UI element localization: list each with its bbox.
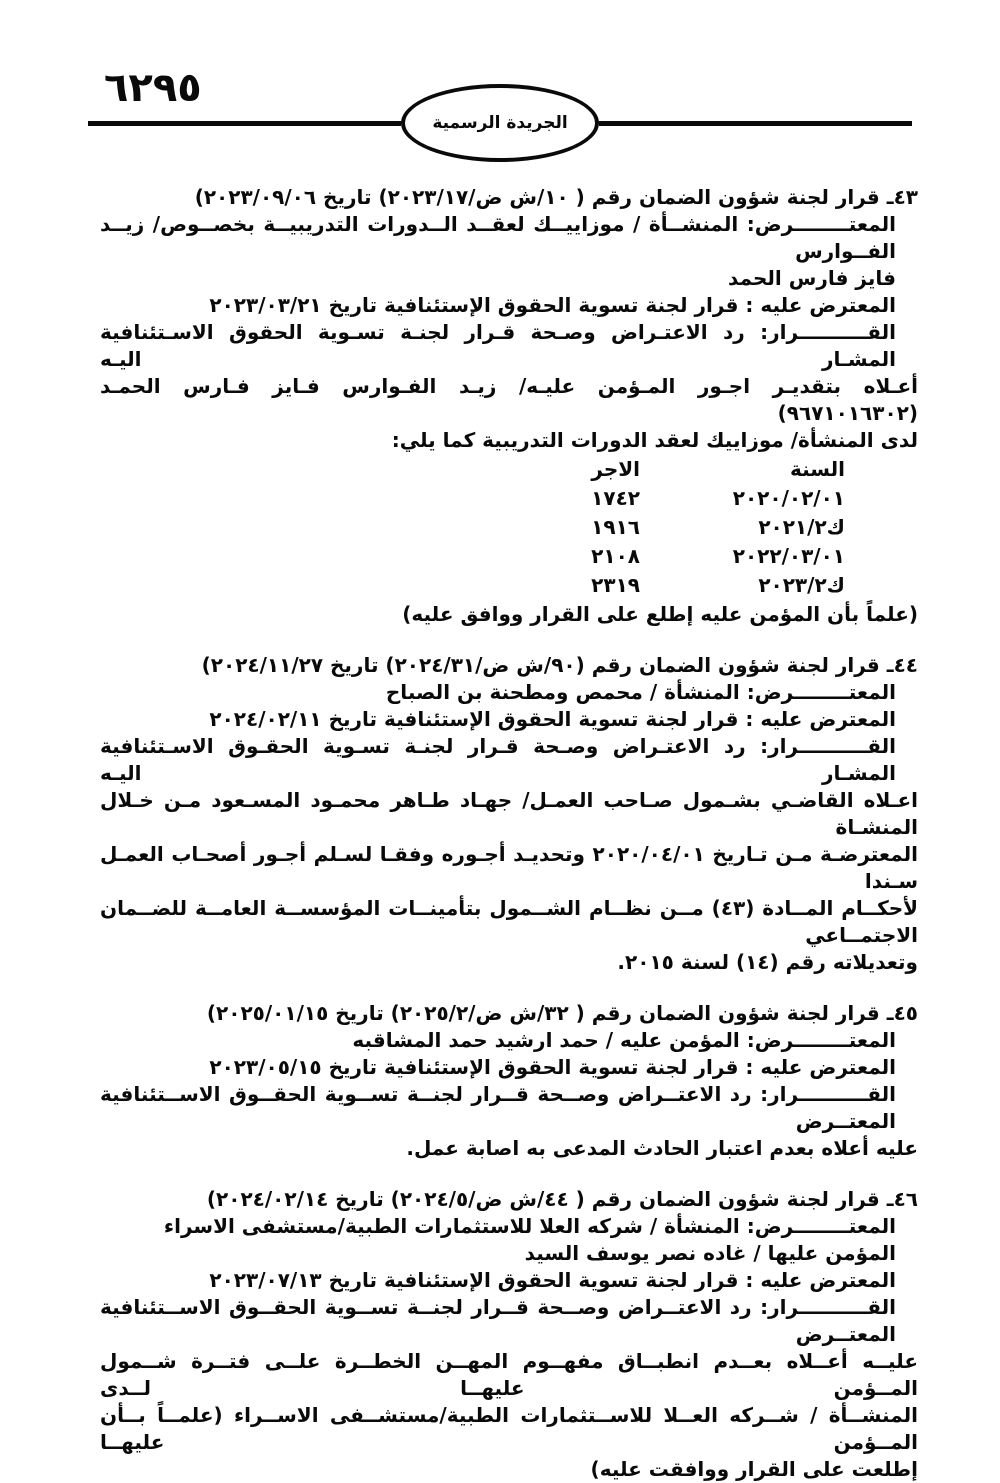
wage-table-header-row <box>100 455 845 484</box>
objector-line: المعتــــــــرض: المؤمن عليه / حمد ارشيد حمد المشاقبه <box>352 1028 896 1052</box>
decision-title-line: ٤٤ـ قرار لجنة شؤون الضمان رقم (٩٠/ش ض/٢٠٢٤/٣١) تاريخ ٢٠٢٤/١١/٢٧) <box>201 653 918 677</box>
ruling-line: القــــــــــرار: رد الاعتـراض وصـحة قـرار لجنـة تسـوية الحقوق الاسـتئنافية المشـار اليـه <box>100 320 896 371</box>
page-number: ٦٢٩٥ <box>104 65 202 111</box>
header-rule <box>88 100 912 146</box>
objector-line: المعتــــــــرض: المنشأة / شركه العلا للاستثمارات الطبية/مستشفى الاسراء <box>163 1214 896 1238</box>
objector-line: المعتــــــــرض: المنشــأة / موزاييــك لعقــد الــدورات التدريبيــة بخصــوص/ زيــد الفــوارس <box>100 212 896 263</box>
decision-title-line: ٤٣ـ قرار لجنة شؤون الضمان رقم ( ١٠/ش ض/٢٠٢٣/١٧) تاريخ ٢٠٢٣/٠٩/٠٦) <box>194 185 918 209</box>
gazette-badge <box>401 84 599 162</box>
ruling-line-cont: عليــه أعــلاه بعــدم انطبــاق مفهــوم المهــن الخطــرة علــى فتــرة شــمول المــؤمن عليهــا لــدى <box>100 1349 918 1400</box>
ruling-line-cont: اعـلاه القاضـي بشـمول صـاحب العمـل/ جهـاد طـاهر محمـود المسـعود مـن خـلال المنشـاة <box>100 788 918 839</box>
decision-44 <box>100 652 918 976</box>
decision-43 <box>100 184 918 628</box>
objector-line: المعتــــــــرض: المنشأة / محمص ومطحنة بن الصباح <box>385 680 896 704</box>
wage-cell: ٢٣١٩ <box>591 573 640 597</box>
year-column-header: السنة <box>789 457 845 481</box>
decision-title-line: ٤٦ـ قرار لجنة شؤون الضمان رقم ( ٤٤/ش ض/٢٠٢٤/٥) تاريخ ٢٠٢٤/٠٢/١٤) <box>206 1187 918 1211</box>
header-rule-left-segment <box>88 121 401 126</box>
wage-table <box>100 455 918 600</box>
objected-decision-line: المعترض عليه : قرار لجنة تسوية الحقوق الإستئنافية تاريخ ٢٠٢٤/٠٢/١١ <box>209 707 896 731</box>
decision-46 <box>100 1186 918 1483</box>
ruling-line: القــــــــــرار: رد الاعتــراض وصــحة قــرار لجنــة تســوية الحقــوق الاســتئنافية المعتــرض <box>100 1082 896 1133</box>
year-cell: ك٢٠٢٣/٢ <box>758 573 845 597</box>
insured-person-line: المؤمن عليها / غاده نصر يوسف السيد <box>524 1241 896 1265</box>
page-header <box>0 0 1000 168</box>
ruling-line-cont: المنشــأة / شــركه العــلا للاســتثمارات الطبية/مستشــفى الاســراء (علمــاً بــأن المــؤمن عليهــا <box>100 1403 918 1454</box>
wage-cell: ٢١٠٨ <box>591 544 640 568</box>
gazette-badge-label: الجريدة الرسمية <box>432 113 568 133</box>
header-rule-right-segment <box>599 121 912 126</box>
ruling-line: القــــــــــرار: رد الاعتــراض وصــحة قــرار لجنــة تســوية الحقــوق الاســتئنافية المعتــرض <box>100 1295 896 1346</box>
objected-decision-line: المعترض عليه : قرار لجنة تسوية الحقوق الإستئنافية تاريخ ٢٠٢٣/٠٣/٢١ <box>209 293 896 317</box>
ruling-line-cont: إطلعت على القرار ووافقت عليه) <box>590 1457 918 1481</box>
objected-decision-line: المعترض عليه : قرار لجنة تسوية الحقوق الإستئنافية تاريخ ٢٠٢٣/٠٥/١٥ <box>209 1055 896 1079</box>
year-cell: ٢٠٢٠/٠٢/٠١ <box>732 486 845 510</box>
year-cell: ك٢٠٢١/٢ <box>758 515 845 539</box>
wage-cell: ١٧٤٢ <box>591 486 640 510</box>
wage-table-row <box>100 513 845 542</box>
year-cell: ٢٠٢٢/٠٣/٠١ <box>732 544 845 568</box>
ruling-line-cont: عليه أعلاه بعدم اعتبار الحادث المدعى به اصابة عمل. <box>406 1136 918 1160</box>
objected-decision-line: المعترض عليه : قرار لجنة تسوية الحقوق الإستئنافية تاريخ ٢٠٢٣/٠٧/١٣ <box>209 1268 896 1292</box>
wage-column-header: الاجر <box>591 457 640 481</box>
decision-title-line: ٤٥ـ قرار لجنة شؤون الضمان رقم ( ٣٢/ش ض/٢٠٢٥/٢) تاريخ ٢٠٢٥/٠١/١٥) <box>206 1001 918 1025</box>
ruling-line-cont: لأحكــام المــادة (٤٣) مــن نظــام الشــمول بتأمينــات المؤسســة العامــة للضــمان الاجتمــاعي <box>100 896 919 947</box>
wage-table-row <box>100 571 845 600</box>
ruling-line-cont: لدى المنشأة/ موزاييك لعقد الدورات التدريبية كما يلي: <box>391 428 918 452</box>
wage-cell: ١٩١٦ <box>591 515 640 539</box>
gazette-page-body <box>0 168 1000 1483</box>
wage-table-row <box>100 542 845 571</box>
ruling-line-cont: وتعديلاته رقم (١٤) لسنة ٢٠١٥. <box>617 950 918 974</box>
wage-table-row <box>100 484 845 513</box>
ruling-line: القــــــــــرار: رد الاعتـراض وصـحة قـرار لجنـة تسـوية الحقـوق الاسـتئنافية المشـار اليـه <box>100 734 896 785</box>
decision-45 <box>100 1000 918 1162</box>
acknowledgement-note: (علماً بأن المؤمن عليه إطلع على القرار ووافق عليه) <box>402 602 918 626</box>
objector-line-cont: فايز فارس الحمد <box>728 266 896 290</box>
ruling-line-cont: المعترضـة مـن تـاريخ ٢٠٢٠/٠٤/٠١ وتحديـد أجـوره وفقـا لسـلم أجـور أصحـاب العمـل سـندا <box>100 842 918 893</box>
ruling-line-cont: أعـلاه بتقديـر اجـور المـؤمن عليـه/ زيـد الفـوارس فـايز فـارس الحمـد (٩٦٧١٠١٦٣٠٢) <box>100 374 918 425</box>
